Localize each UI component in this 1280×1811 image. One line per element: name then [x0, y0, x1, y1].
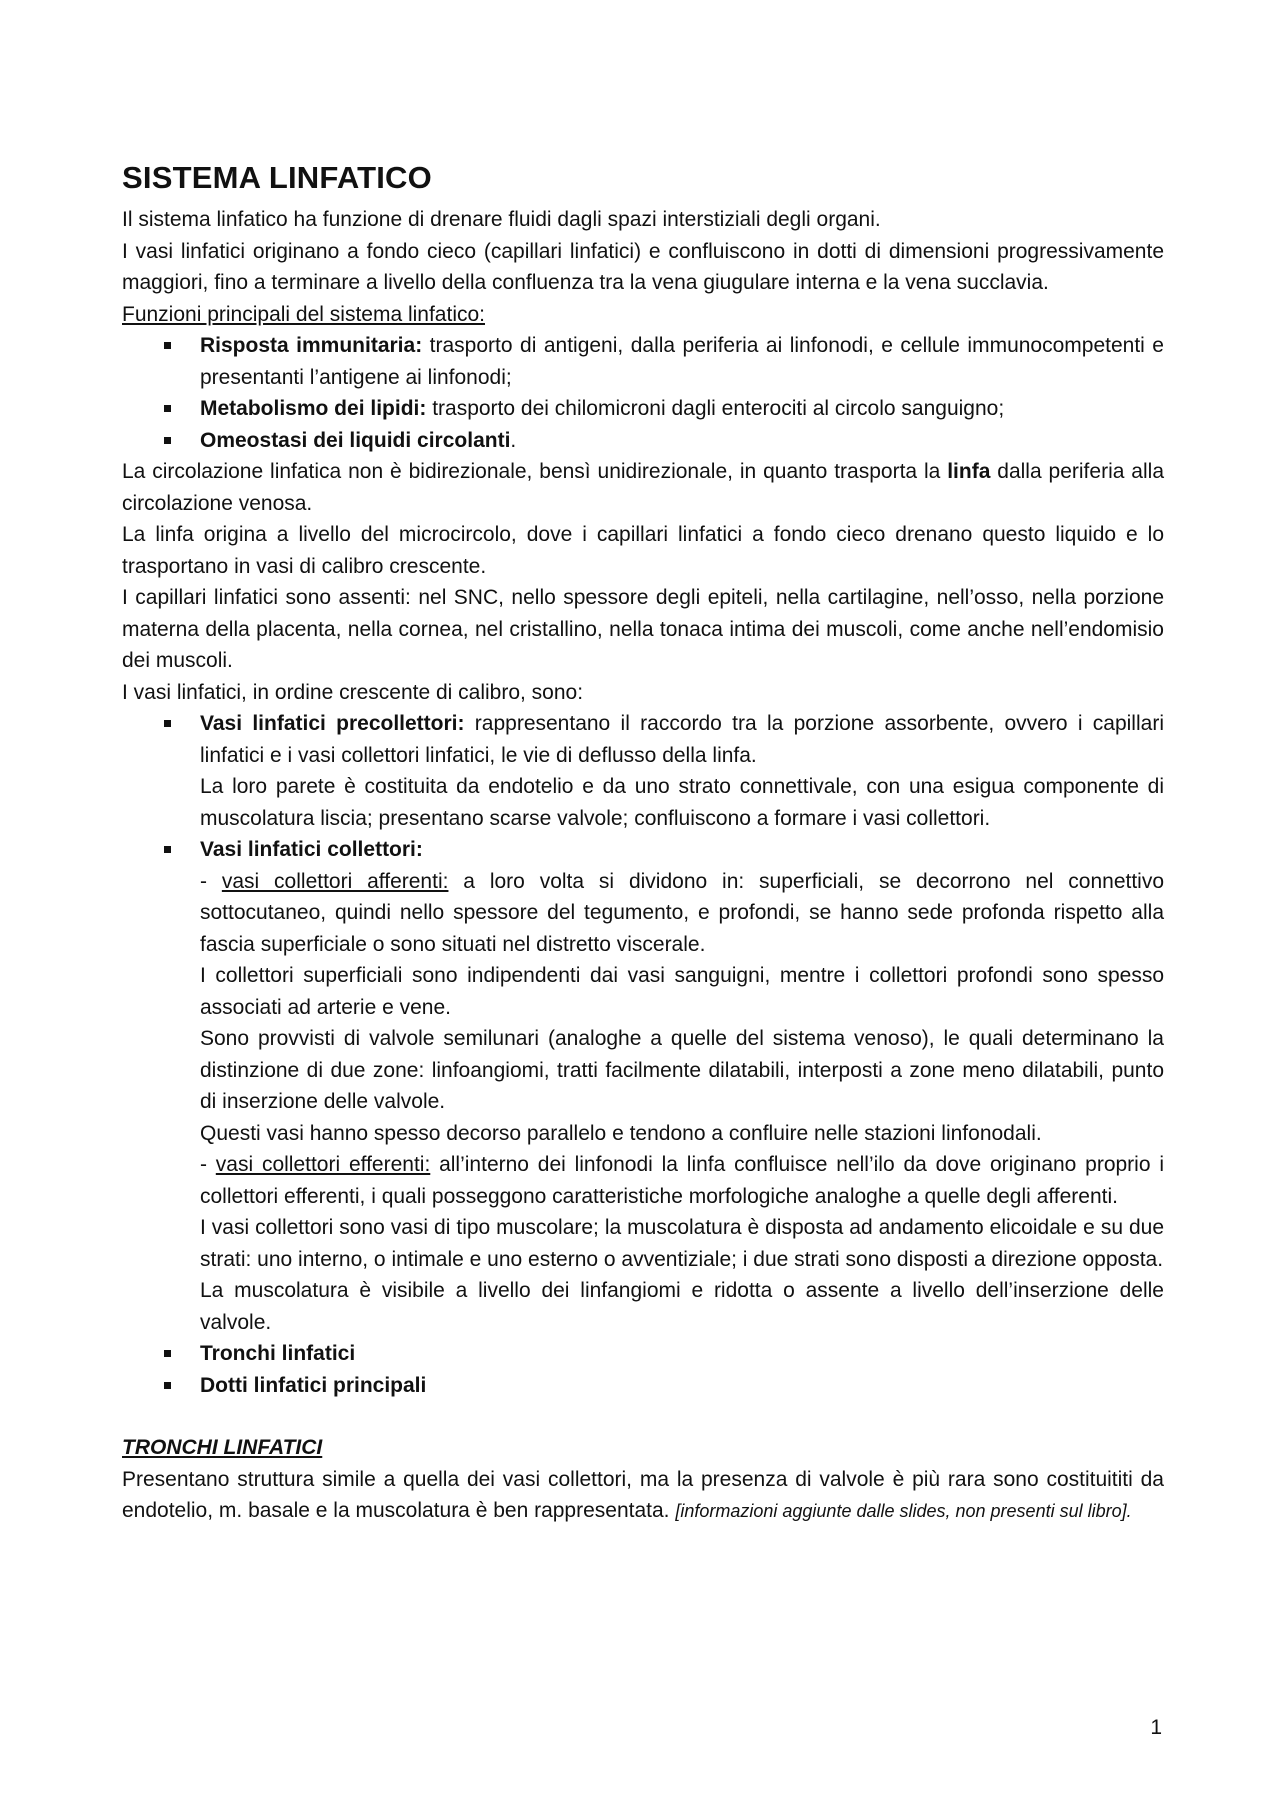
item-text: trasporto dei chilomicroni dagli enterociti al circolo sanguigno;: [426, 397, 1005, 420]
lymph-origin-paragraph: La linfa origina a livello del microcircolo, dove i capillari linfatici a fondo cieco drenano questo liquido e lo trasportano in vasi di calibro crescente.: [122, 523, 1164, 578]
page-title: SISTEMA LINFATICO: [122, 160, 432, 195]
collettori-block: [200, 834, 1164, 1338]
underlined-label: vasi collettori efferenti:: [215, 1153, 431, 1176]
collettori-paragraph-6: La muscolatura è visibile a livello dei linfangiomi e ridotta o assente a livello dell’inserzione delle valvole.: [200, 1279, 1164, 1334]
vessels-list: [122, 708, 1164, 1401]
collettori-paragraph-4: Questi vasi hanno spesso decorso parallelo e tendono a confluire nelle stazioni linfonodali.: [200, 1121, 1042, 1145]
text-span: dalla periferia alla circolazione venosa.: [122, 460, 1164, 515]
functions-list: [122, 330, 1164, 456]
square-bullet-icon: [164, 846, 171, 853]
square-bullet-icon: [164, 405, 171, 412]
italic-note: [informazioni aggiunte dalle slides, non presenti sul libro].: [675, 1501, 1132, 1521]
capillaries-absent-paragraph: I capillari linfatici sono assenti: nel SNC, nello spessore degli epiteli, nella cartilagine, nell’osso, nella porzione materna della placenta, nella cornea, nel cristallino, nella tonaca intima dei muscoli, come anche nell’endomisio dei muscoli.: [122, 586, 1164, 672]
item-text: Presentano struttura simile a quella dei vasi collettori, ma la presenza di valvole è più rara sono costituititi da endotelio, m. basale e la muscolatura è ben rappresentata.: [122, 1467, 1164, 1522]
underlined-label: vasi collettori afferenti:: [221, 869, 449, 893]
tronchi-paragraph: [122, 1464, 1164, 1528]
item-bold-label: Dotti linfatici principali: [200, 1373, 427, 1397]
square-bullet-icon: [164, 720, 171, 727]
precollettori-paragraph-2: La loro parete è costituita da endotelio e da uno strato connettivale, con una esigua componente di muscolatura liscia; presentano scarse valvole; confluiscono a formare i vasi collettori.: [200, 775, 1164, 830]
list-item: [200, 1338, 1164, 1370]
item-text: .: [510, 428, 517, 452]
afferenti-paragraph: [200, 866, 1164, 961]
square-bullet-icon: [164, 342, 171, 349]
precollettori-paragraph: [200, 708, 1164, 771]
text-span: La circolazione linfatica non è bidirezionale, bensì unidirezionale, in quanto trasporta la: [122, 460, 948, 483]
intro-paragraph-2: I vasi linfatici originano a fondo cieco (capillari linfatici) e confluiscono in dotti di dimensioni progressivamente maggiori, fino a terminare a livello della confluenza tra la vena giugulare interna e la vena succlavia.: [122, 239, 1164, 294]
functions-heading: Funzioni principali del sistema linfatico:: [122, 302, 485, 326]
item-text: a loro volta si dividono in: superficiali, se decorrono nel connettivo sottocutaneo, quindi nello spessore del tegumento, e profondi, se hanno sede profonda rispetto alla fascia superficiale o sono situati nel distretto viscerale.: [200, 869, 1165, 956]
list-item: [200, 425, 1164, 457]
square-bullet-icon: [164, 1350, 171, 1357]
collettori-heading: [200, 834, 1164, 866]
item-text: rappresentano il raccordo tra la porzione assorbente, ovvero i capillari linfatici e i vasi collettori linfatici, le vie di deflusso della linfa.: [200, 712, 1164, 767]
list-item: [200, 1370, 1164, 1402]
item-text: trasporto di antigeni, dalla periferia ai linfonodi, e cellule immunocompetenti e presentanti l’antigene ai linfonodi;: [200, 334, 1164, 389]
list-item: [200, 330, 1164, 393]
list-item: [200, 834, 1164, 1338]
list-item: [200, 393, 1164, 425]
document-page: [122, 158, 1164, 1528]
collettori-paragraph-3: Sono provvisti di valvole semilunari (analoghe a quelle del sistema venoso), le quali determinano la distinzione di due zone: linfoangiomi, tratti facilmente dilatabili, interposti a zone meno dilatabili, punto di inserzione delle valvole.: [200, 1027, 1164, 1113]
item-bold-label: Omeostasi dei liquidi circolanti: [200, 428, 511, 452]
item-bold-label: Metabolismo dei lipidi:: [200, 397, 427, 420]
vessels-order-paragraph: I vasi linfatici, in ordine crescente di calibro, sono:: [122, 680, 584, 704]
circulation-paragraph: [122, 456, 1164, 519]
item-bold-label: Tronchi linfatici: [200, 1342, 356, 1365]
bold-term: linfa: [947, 460, 991, 483]
list-item: [200, 708, 1164, 834]
section-heading-tronchi: TRONCHI LINFATICI: [122, 1436, 323, 1459]
dash-prefix: -: [200, 1153, 216, 1176]
item-bold-label: Risposta immunitaria:: [200, 334, 423, 357]
collettori-paragraph-5: I vasi collettori sono vasi di tipo muscolare; la muscolatura è disposta ad andamento elicoidale e su due strati: uno interno, o intimale e uno esterno o avventiziale; i due strati sono disposti a direzione opposta.: [200, 1216, 1164, 1271]
item-text: all’interno dei linfonodi la linfa confluisce nell’ilo da dove originano proprio i collettori efferenti, i quali posseggono caratteristiche morfologiche analoghe a quelle degli afferenti.: [200, 1153, 1164, 1208]
page-number: 1: [1150, 1716, 1162, 1739]
intro-paragraph-1: Il sistema linfatico ha funzione di drenare fluidi dagli spazi interstiziali degli organi.: [122, 208, 881, 231]
precollettori-block: [200, 708, 1164, 834]
collettori-paragraph-2: I collettori superficiali sono indipendenti dai vasi sanguigni, mentre i collettori profondi sono spesso associati ad arterie e vene.: [200, 964, 1164, 1019]
square-bullet-icon: [164, 437, 171, 444]
item-bold-label: Vasi linfatici precollettori:: [200, 712, 465, 735]
square-bullet-icon: [164, 1382, 171, 1389]
efferenti-paragraph: [200, 1149, 1164, 1212]
item-bold-label: Vasi linfatici collettori:: [200, 838, 423, 861]
dash-prefix: -: [200, 869, 222, 893]
